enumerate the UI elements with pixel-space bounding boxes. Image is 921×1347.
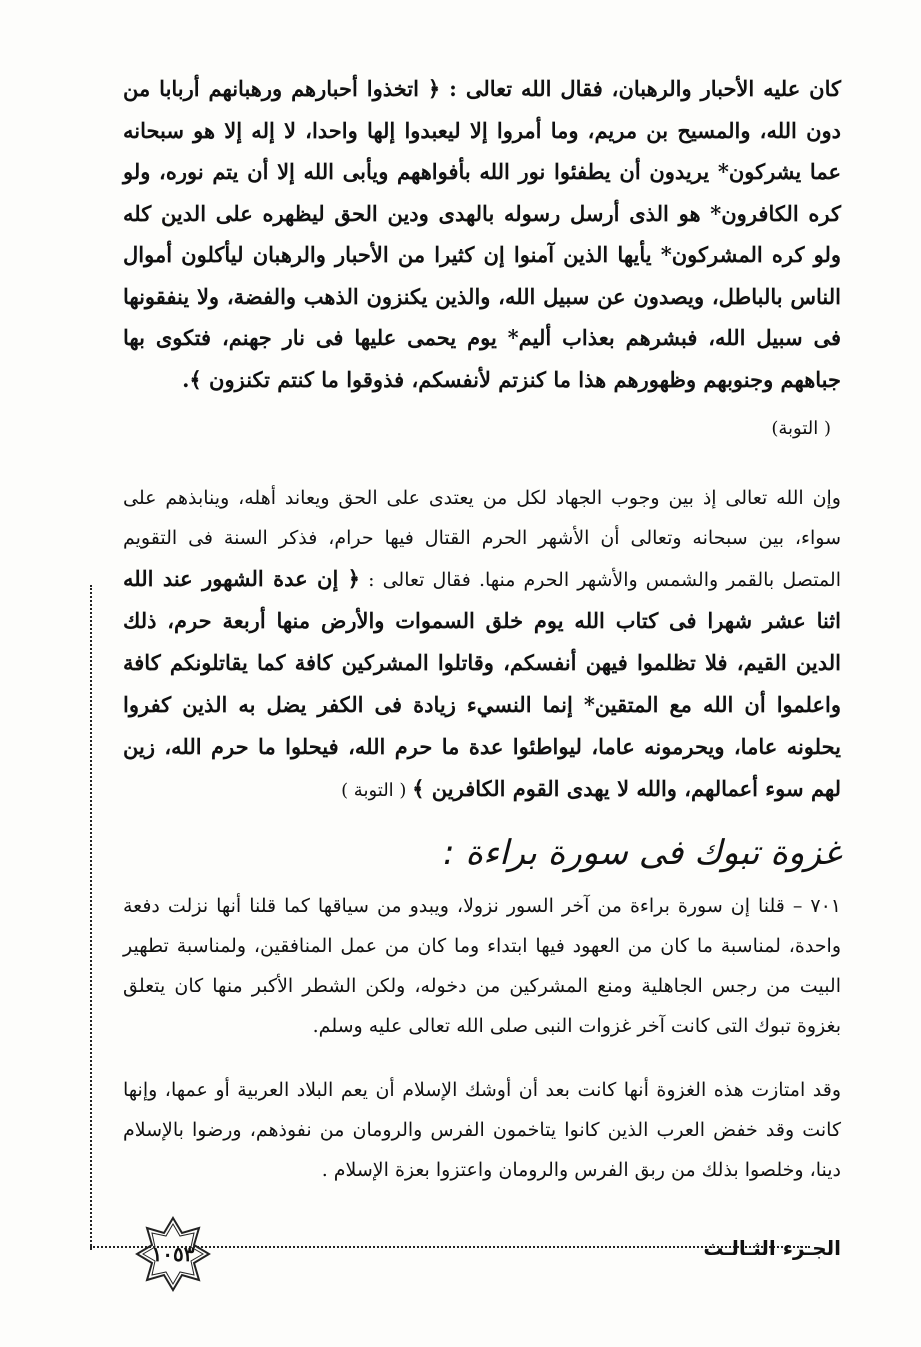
- paragraph-701: ٧٠١ – قلنا إن سورة براءة من آخر السور نزولا، ويبدو من سياقها كما قلنا أنها نزلت دفعة واحدة، لمناسبة ما كان من العهود فيها ابتداء وما كان من عمل المنافقين، ولمناسبة تطهير البيت من رجس الجاهلية ومنع المشركين من دخوله، ولكن الشطر الأكبر منها كان يتعلق بغزوة تبوك التى كانت آخر غزوات النبى صلى الله تعالى عليه وسلم.: [123, 895, 841, 1037]
- volume-footer: الجـزء الثـالـث: [703, 1236, 841, 1260]
- page-number-badge: [135, 1216, 211, 1292]
- surah-reference-1: ( التوبة): [771, 418, 831, 439]
- page-number: ١٠٥٣: [151, 1242, 195, 1266]
- quran-verse-block-1: كان عليه الأحبار والرهبان، فقال الله تعالى : ﴿ اتخذوا أحبارهم ورهبانهم أربابا من دون الله، والمسيح بن مريم، وما أمروا إلا ليعبدوا إلها واحدا، لا إله إلا هو سبحانه عما يشركون* يريدون أن يطفئوا نور الله بأفواههم ويأبى الله إلا أن يتم نوره، ولو كره الكافرون* هو الذى أرسل رسوله بالهدى ودين الحق ليظهره على الدين كله ولو كره المشركون* يأيها الذين آمنوا إن كثيرا من الأحبار والرهبان ليأكلون أموال الناس بالباطل، ويصدون عن سبيل الله، والذين يكنزون الذهب والفضة، ولا ينفقونها فى سبيل الله، فبشرهم بعذاب أليم* يوم يحمى عليها فى نار جهنم، فتكوى بها جباههم وجنوبهم وظهورهم هذا ما كنزتم لأنفسكم، فذوقوا ما كنتم تكنزون ﴾.: [123, 76, 841, 392]
- section-heading: غزوة تبوك فى سورة براءة :: [443, 833, 841, 873]
- page-border-left: [90, 585, 92, 1250]
- paragraph-months-intro: وإن الله تعالى إذ بين وجوب الجهاد لكل من يعتدى على الحق ويعاند أهله، وينابذهم على سواء، بين سبحانه وتعالى أن الأشهر الحرم القتال فيها حرام، فذكر السنة فى التقويم المتصل بالقمر والشمس والأشهر الحرم منها. فقال تعالى :: [123, 487, 841, 591]
- paragraph-distinction: وقد امتازت هذه الغزوة أنها كانت بعد أن أوشك الإسلام أن يعم البلاد العربية أو عمها، وإنها كانت وقد خفض العرب الذين كانوا يتاخمون الفرس والرومان من نفوذهم، ورضوا بالإسلام دينا، وخلصوا بذلك من ربق الفرس والرومان واعتزوا بعزة الإسلام .: [123, 1079, 841, 1181]
- surah-reference-2: ( التوبة ): [341, 780, 413, 801]
- quran-verse-block-2: ﴿ إن عدة الشهور عند الله اثنا عشر شهرا فى كتاب الله يوم خلق السموات والأرض منها أربعة حرم، ذلك الدين القيم، فلا تظلموا فيهن أنفسكم، وقاتلوا المشركين كافة كما يقاتلونكم كافة واعلموا أن الله مع المتقين* إنما النسيء زيادة فى الكفر يضل به الذين كفروا يحلونه عاما، ويحرمونه عاما، ليواطئوا عدة ما حرم الله، فيحلوا ما حرم الله، زين لهم سوء أعمالهم، والله لا يهدى القوم الكافرين ﴾: [123, 566, 841, 801]
- paragraph-months: [123, 478, 841, 811]
